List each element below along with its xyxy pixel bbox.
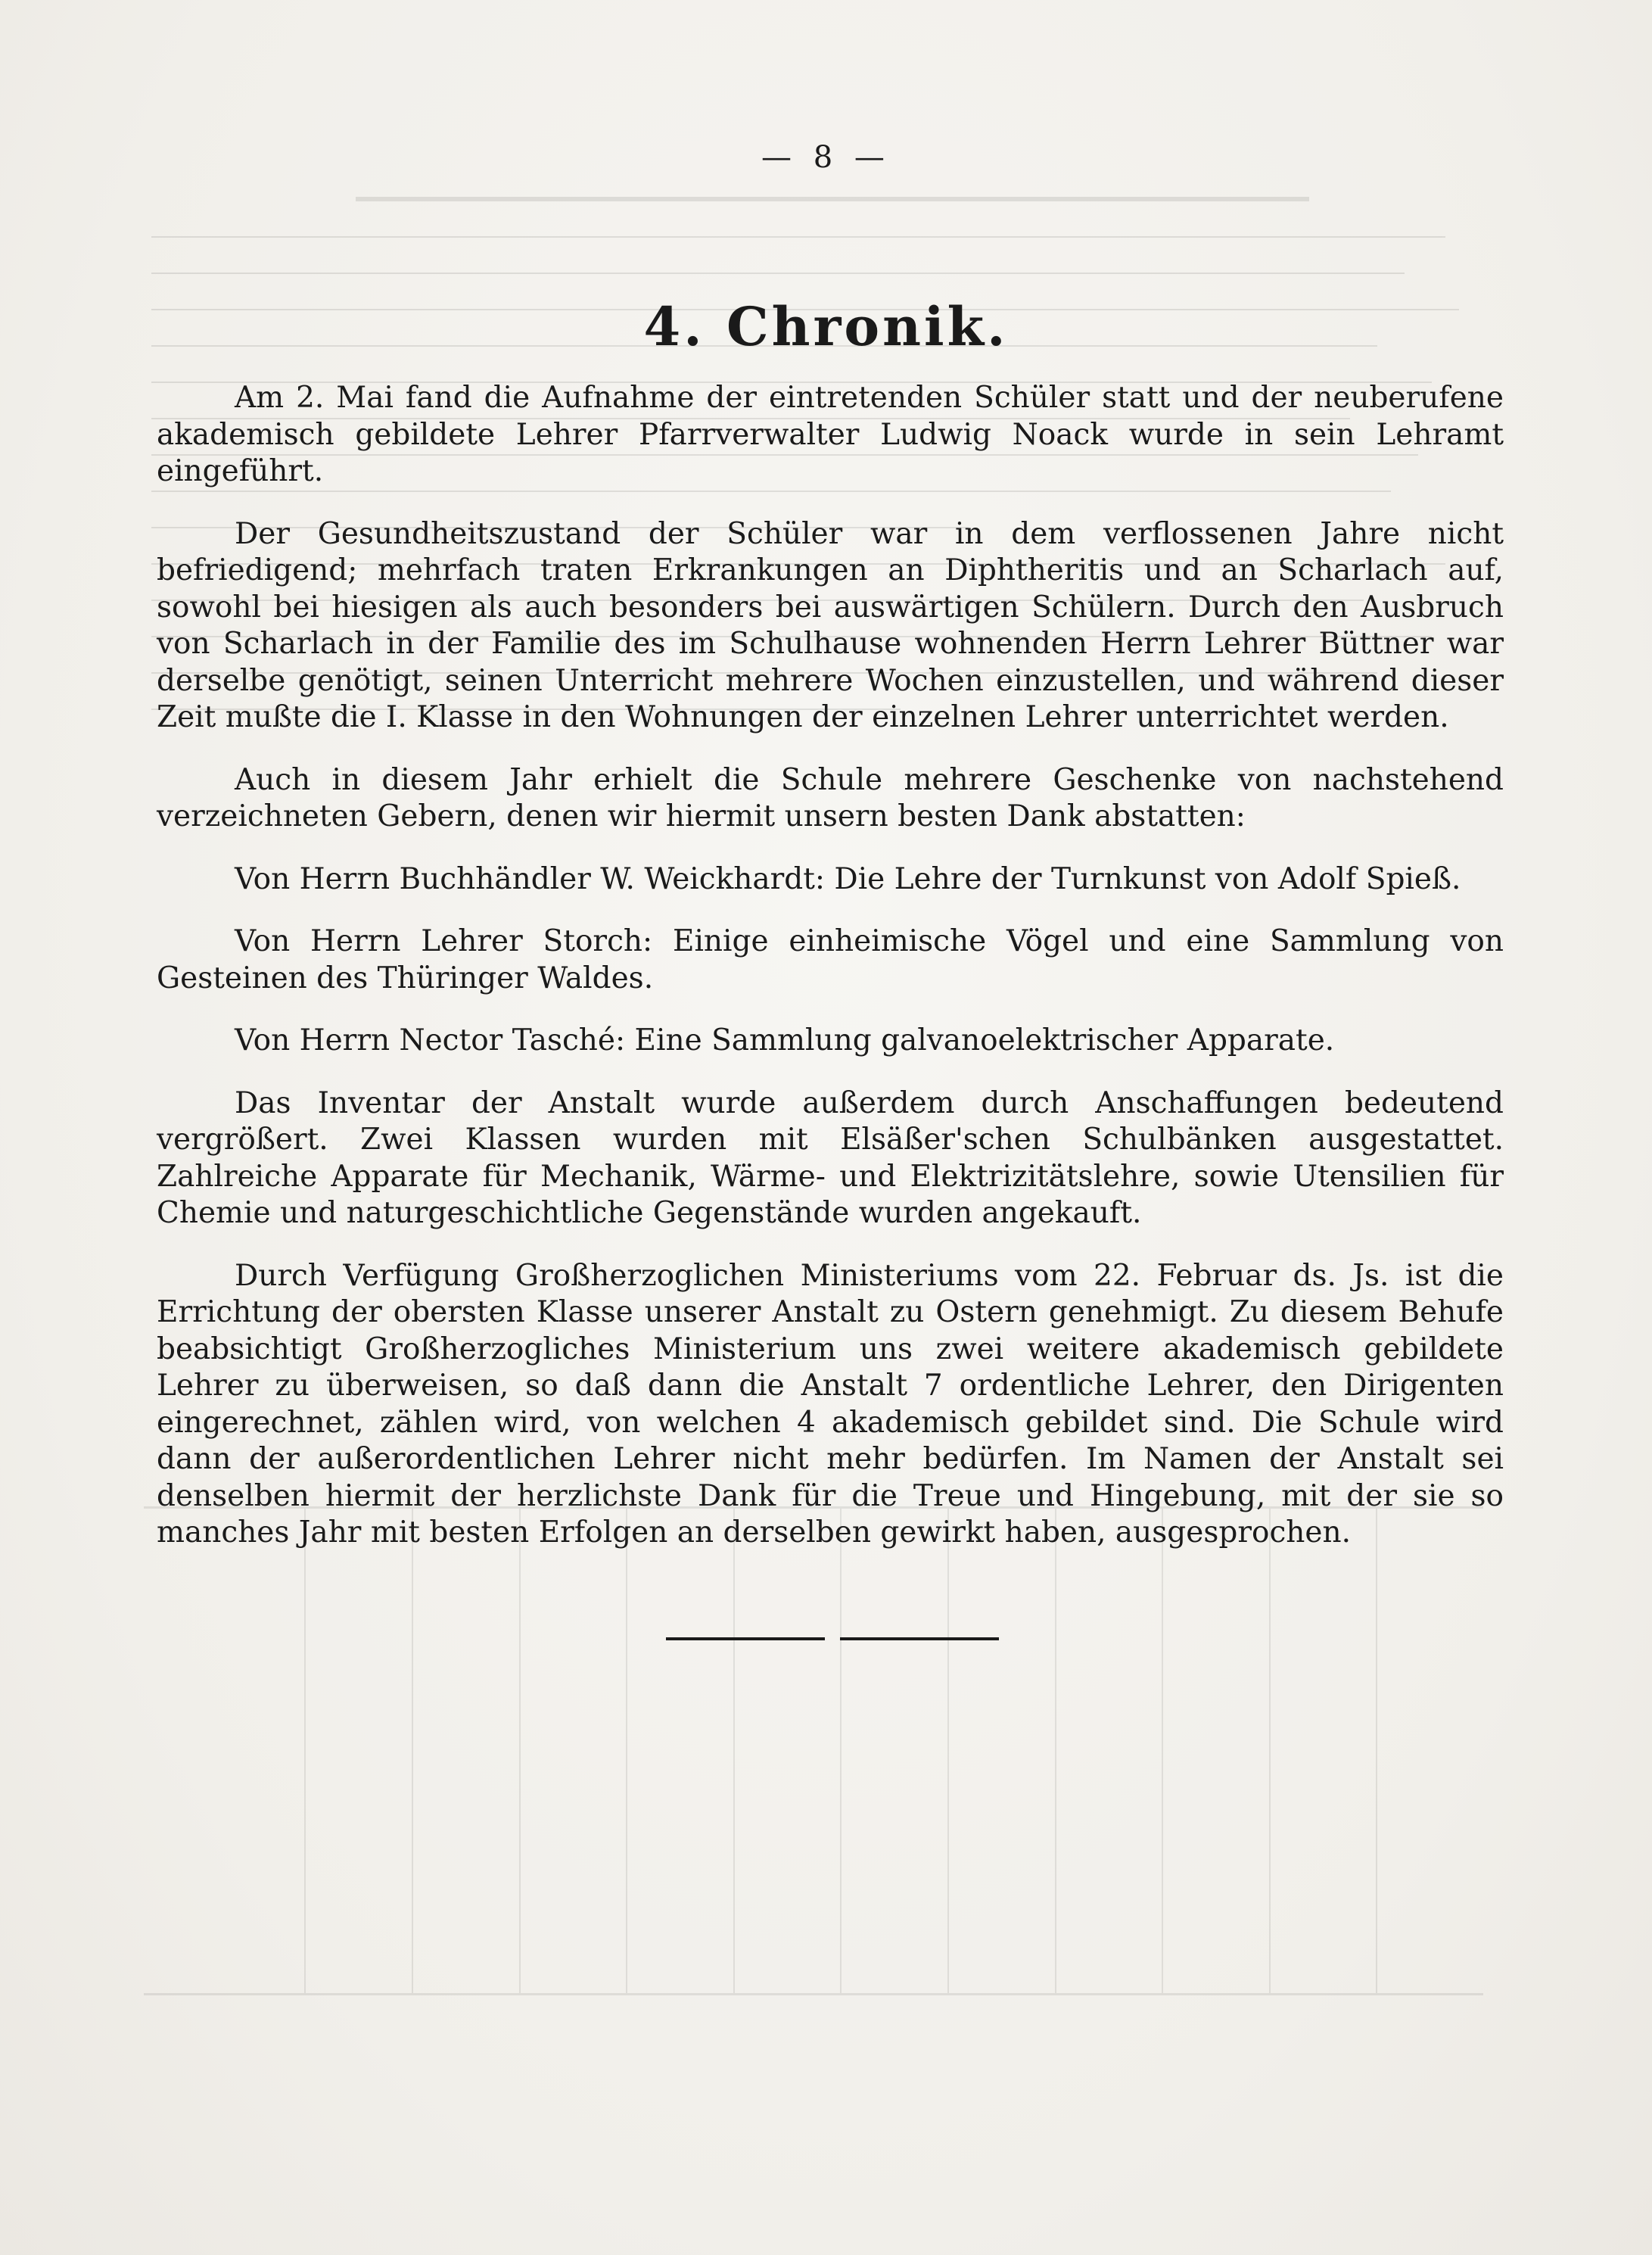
section-heading: 4. Chronik. xyxy=(643,295,1009,358)
paragraph-inventory: Das Inventar der Anstalt wurde außerdem durch Anschaffungen bedeutend vergrößert. Zwei Klassen wurden mit Elsäßer'schen Schulbänken ausgestattet. Zahlreiche Apparate für Mechanik, Wärme- und Elektrizitätslehre, sowie Utensilien für Chemie und naturgeschichtliche Gegenstände wurden angekauft. xyxy=(157,1085,1504,1230)
page-number: — 8 — xyxy=(761,140,891,175)
rule-right xyxy=(840,1637,999,1640)
paragraph-gifts-intro: Auch in diesem Jahr erhielt die Schule mehrere Geschenke von nachstehend verzeichneten Gebern, denen wir hiermit unsern besten Dank abstatten: xyxy=(157,762,1504,833)
chronicle-body xyxy=(157,380,1504,1581)
rule-left xyxy=(666,1637,825,1640)
paragraph-gift-storch: Von Herrn Lehrer Storch: Einige einheimische Vögel und eine Sammlung von Gesteinen des Thüringer Waldes. xyxy=(157,924,1504,995)
paragraph-health: Der Gesundheitszustand der Schüler war in dem verflossenen Jahre nicht befriedigend; mehrfach traten Erkrankungen an Diphtheritis und an Scharlach auf, sowohl bei hiesigen als auch besonders bei auswärtigen Schülern. Durch den Ausbruch von Scharlach in der Familie des im Schulhause wohnenden Herrn Lehrer Büttner war derselbe genötigt, seinen Unterricht mehrere Wochen einzustellen, und während dieser Zeit mußte die I. Klasse in den Wohnungen der einzelnen Lehrer unterrichtet werden. xyxy=(157,516,1504,734)
closing-rule xyxy=(666,1637,999,1641)
paragraph-admission: Am 2. Mai fand die Aufnahme der eintretenden Schüler statt und der neuberufene akademisch gebildete Lehrer Pfarrverwalter Ludwig Noack wurde in sein Lehramt eingeführt. xyxy=(157,381,1504,488)
paragraph-gift-tasche: Von Herrn Nector Tasché: Eine Sammlung galvanoelektrischer Apparate. xyxy=(235,1023,1335,1057)
paragraph-gift-weickhardt: Von Herrn Buchhändler W. Weickhardt: Die Lehre der Turnkunst von Adolf Spieß. xyxy=(235,861,1461,896)
paragraph-ministry-decree: Durch Verfügung Großherzoglichen Ministeriums vom 22. Februar ds. Js. ist die Errichtung der obersten Klasse unserer Anstalt zu Ostern genehmigt. Zu diesem Behufe beabsichtigt Großherzogliches Ministerium uns zwei weitere akademisch gebildete Lehrer zu überweisen, so daß dann die Anstalt 7 ordentliche Lehrer, den Dirigenten eingerechnet, zählen wird, von welchen 4 akademisch gebildet sind. Die Schule wird dann der außerordentlichen Lehrer nicht mehr bedürfen. Im Namen der Anstalt sei denselben hiermit der herzlichste Dank für die Treue und Hingebung, mit der sie so manches Jahr mit besten Erfolgen an derselben gewirkt haben, ausgesprochen. xyxy=(157,1258,1504,1550)
